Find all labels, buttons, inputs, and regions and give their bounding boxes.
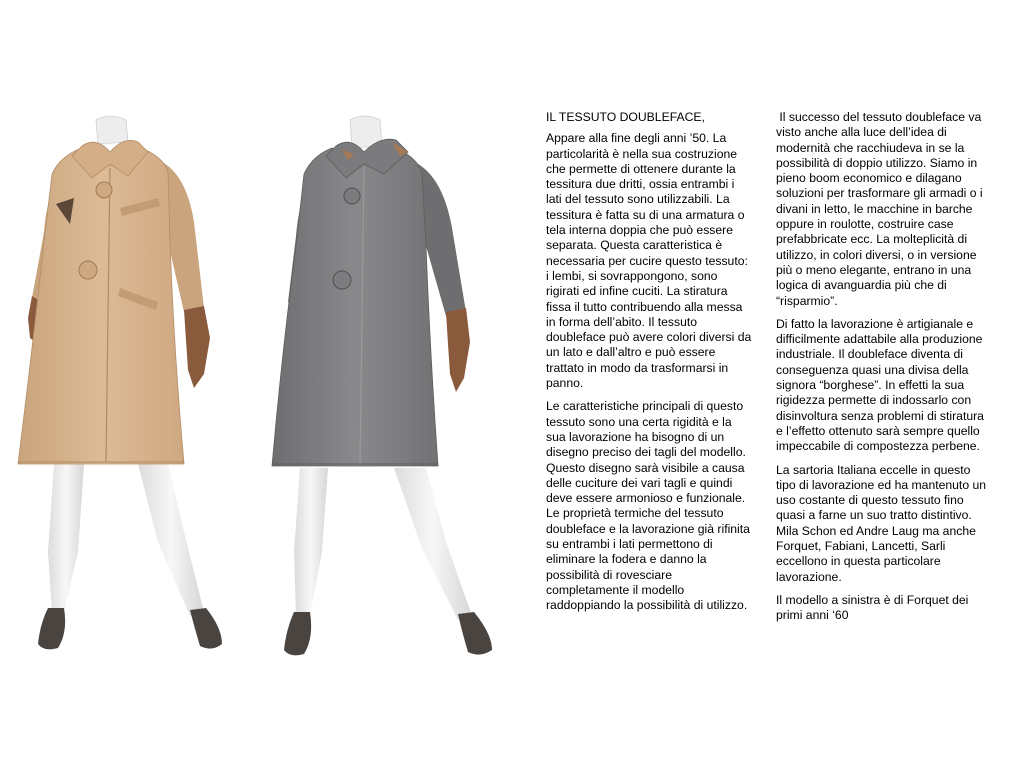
paragraph: Di fatto la lavorazione è artigianale e difficilmente adattabile alla produzione industriale. Il doubleface diventa di conseguenza quasi una divisa della signora “borghese”. In effetti la sua rigidezza permette di indossarlo con disinvoltura senza problemi di stiratura e l’effetto ottenuto sarà sempre quello impeccabile di compostezza perbene.	[776, 316, 984, 454]
mannequin-leg-left	[48, 464, 84, 612]
shoe-right	[458, 612, 492, 655]
shoe-left	[284, 612, 311, 655]
paragraph: Appare alla fine degli anni ’50. La particolarità è nella sua costruzione che permette di ottenere durante la tessitura due dritti, ossia entrambi i lati del tessuto sono utilizzabili. La tessitura è fatta su di una armatura o tela interna doppia che può essere separata. Questa caratteristica è necessaria per cucire questo tessuto: i lembi, si sovrappongono, sono rigirati ed infine cuciti. La stiratura fissa il tutto contribuendo alla messa in forma dell’abito. Il tessuto doubleface può avere colori diversi da un lato e dall’altro e può essere trattato in modo da trasformarsi in panno.	[546, 131, 752, 391]
paragraph: Le caratteristiche principali di questo tessuto sono una certa rigidità e la sua lavorazione ha bisogno di un disegno preciso dei tagli del modello. Questo disegno sarà visibile a causa delle cuciture dei vari tagli e quindi deve essere armonioso e funzionale. Le proprietà termiche del tessuto doubleface e la lavorazione già rifinita su entrambi i lati permettono di eliminare la fodera e danno la possibilità di rovesciare completamente il modello raddoppiando la possibilità di utilizzo.	[546, 399, 750, 613]
mannequin-leg-right	[138, 464, 204, 616]
paragraph: Il successo del tessuto doubleface va visto anche alla luce dell’idea di modernità che racchiudeva in se la possibilità di doppio utilizzo. Siamo in pieno boom economico e dilagano soluzioni per trasformare gli armadi o i divani in letto, le macchine in barche oppure in roulotte, costruire case prefabbricate ecc. La molteplicità di utilizzo, in colori diversi, o in versione più o meno elegante, entrano in una logica di avanguardia più che di “risparmio”.	[776, 110, 986, 308]
mannequin-neck	[96, 116, 128, 144]
camel-coat-photo	[8, 112, 244, 664]
paragraph: La sartoria Italiana eccelle in questo tipo di lavorazione ed ha mantenuto un uso costante di questo tessuto fino quasi a farne un suo tratto distintivo. Mila Schon ed Andre Laug ma anche Forquet, Fabiani, Lancetti, Sarli eccellono in questa particolare lavorazione.	[776, 462, 987, 584]
text-column-right	[776, 110, 988, 632]
text-column-left	[546, 110, 752, 622]
coat-button-bottom	[79, 261, 97, 279]
paragraph: Il modello a sinistra è di Forquet dei primi anni ‘60	[776, 592, 969, 623]
coat-button-top	[344, 188, 360, 204]
grey-coat-photo	[266, 112, 502, 668]
mannequin-leg-right	[394, 468, 472, 620]
section-heading: IL TESSUTO DOUBLEFACE,	[546, 110, 705, 124]
shoe-right	[190, 608, 222, 649]
shoe-left	[38, 608, 65, 649]
coat-button-top	[96, 182, 112, 198]
coat-button-bottom	[333, 271, 351, 289]
glove-right	[184, 306, 210, 388]
mannequin-leg-left	[294, 468, 328, 616]
glove-right	[446, 308, 470, 392]
